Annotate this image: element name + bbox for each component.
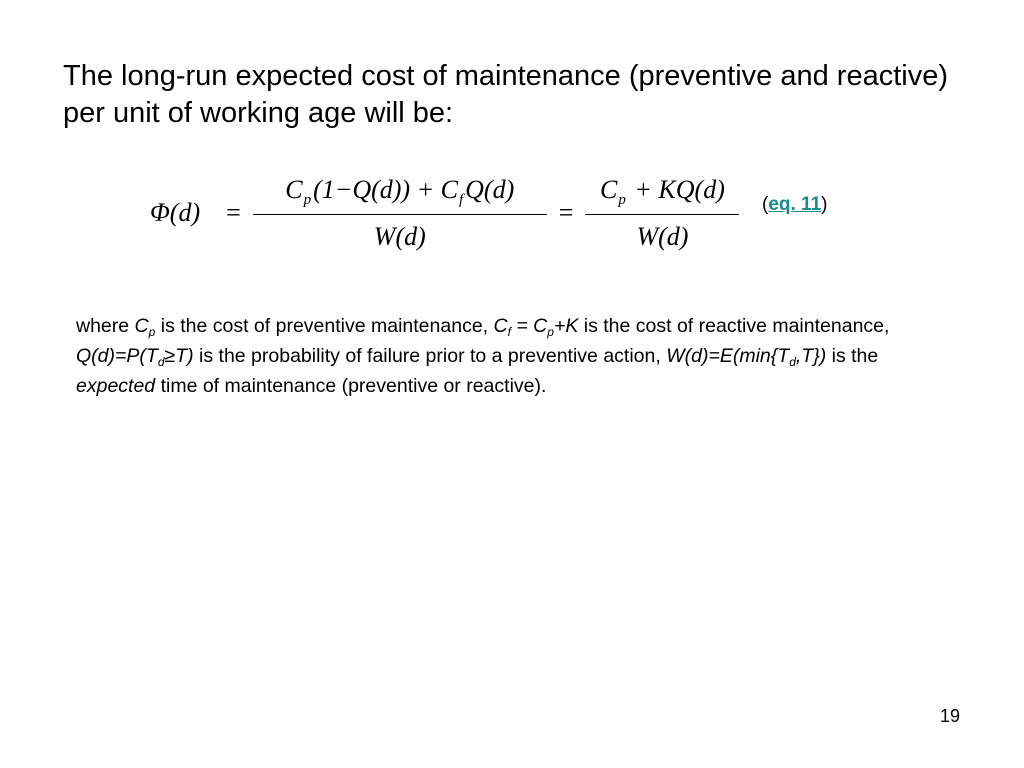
cf-term-sub: f	[507, 325, 511, 339]
para-text: is the	[826, 345, 879, 367]
numerator-end: Q(d)	[465, 174, 515, 204]
cp-symbol: C	[285, 174, 303, 204]
cf-term-eq: = C	[510, 315, 548, 337]
fraction-2-numerator	[594, 173, 731, 211]
fraction-2	[585, 173, 739, 254]
equals-sign-2: =	[558, 198, 574, 227]
cost-equation	[150, 168, 739, 258]
fraction-1-bar	[253, 214, 547, 215]
fraction-2-denominator: W(d)	[636, 221, 689, 251]
cp-symbol-2: C	[600, 174, 618, 204]
page-number: 19	[940, 706, 961, 726]
equation-lhs: Φ(d)	[150, 198, 201, 227]
cf-term-k: +K	[553, 315, 579, 337]
fraction-1	[253, 173, 547, 254]
eqref-open-paren: (	[762, 194, 769, 215]
q-term-end: ≥T)	[164, 345, 194, 367]
para-text: where	[76, 315, 135, 337]
numerator-middle: (1−Q(d)) +	[313, 174, 441, 204]
eq-11-link[interactable]: eq. 11	[768, 194, 822, 215]
para-text: is the cost of reactive maintenance,	[578, 315, 890, 337]
cf-term-p-sub: p	[547, 325, 554, 339]
cf-subscript: f	[458, 191, 464, 208]
w-term: W(d)=E(min{T	[666, 345, 790, 367]
cp-subscript: p	[303, 191, 312, 208]
numerator-rest: + KQ(d)	[627, 174, 725, 204]
w-term-end: ,T})	[795, 345, 827, 367]
expected-word: expected	[76, 375, 156, 397]
eqref-close-paren: )	[821, 194, 828, 215]
fraction-2-bar	[585, 214, 739, 215]
q-term: Q(d)=P(T	[76, 345, 158, 367]
fraction-1-numerator	[279, 173, 520, 211]
para-text: time of maintenance (preventive or reactive).	[155, 375, 547, 397]
cp-term-sub: p	[148, 325, 156, 339]
cf-term: C	[493, 315, 508, 337]
q-term-sub: d	[157, 355, 165, 369]
para-text: is the probability of failure prior to a preventive action,	[193, 345, 667, 367]
cp-term: C	[134, 315, 149, 337]
w-term-sub: d	[789, 355, 796, 369]
para-text: is the cost of preventive maintenance,	[155, 315, 494, 337]
fraction-1-denominator: W(d)	[373, 221, 426, 251]
slide-title: The long-run expected cost of maintenance (preventive and reactive) per unit of working age will be:	[63, 60, 948, 129]
definition-paragraph	[76, 311, 926, 401]
equation-reference	[762, 194, 827, 216]
cf-symbol: C	[440, 174, 458, 204]
equals-sign: =	[226, 198, 241, 227]
cp-subscript-2: p	[618, 191, 626, 208]
